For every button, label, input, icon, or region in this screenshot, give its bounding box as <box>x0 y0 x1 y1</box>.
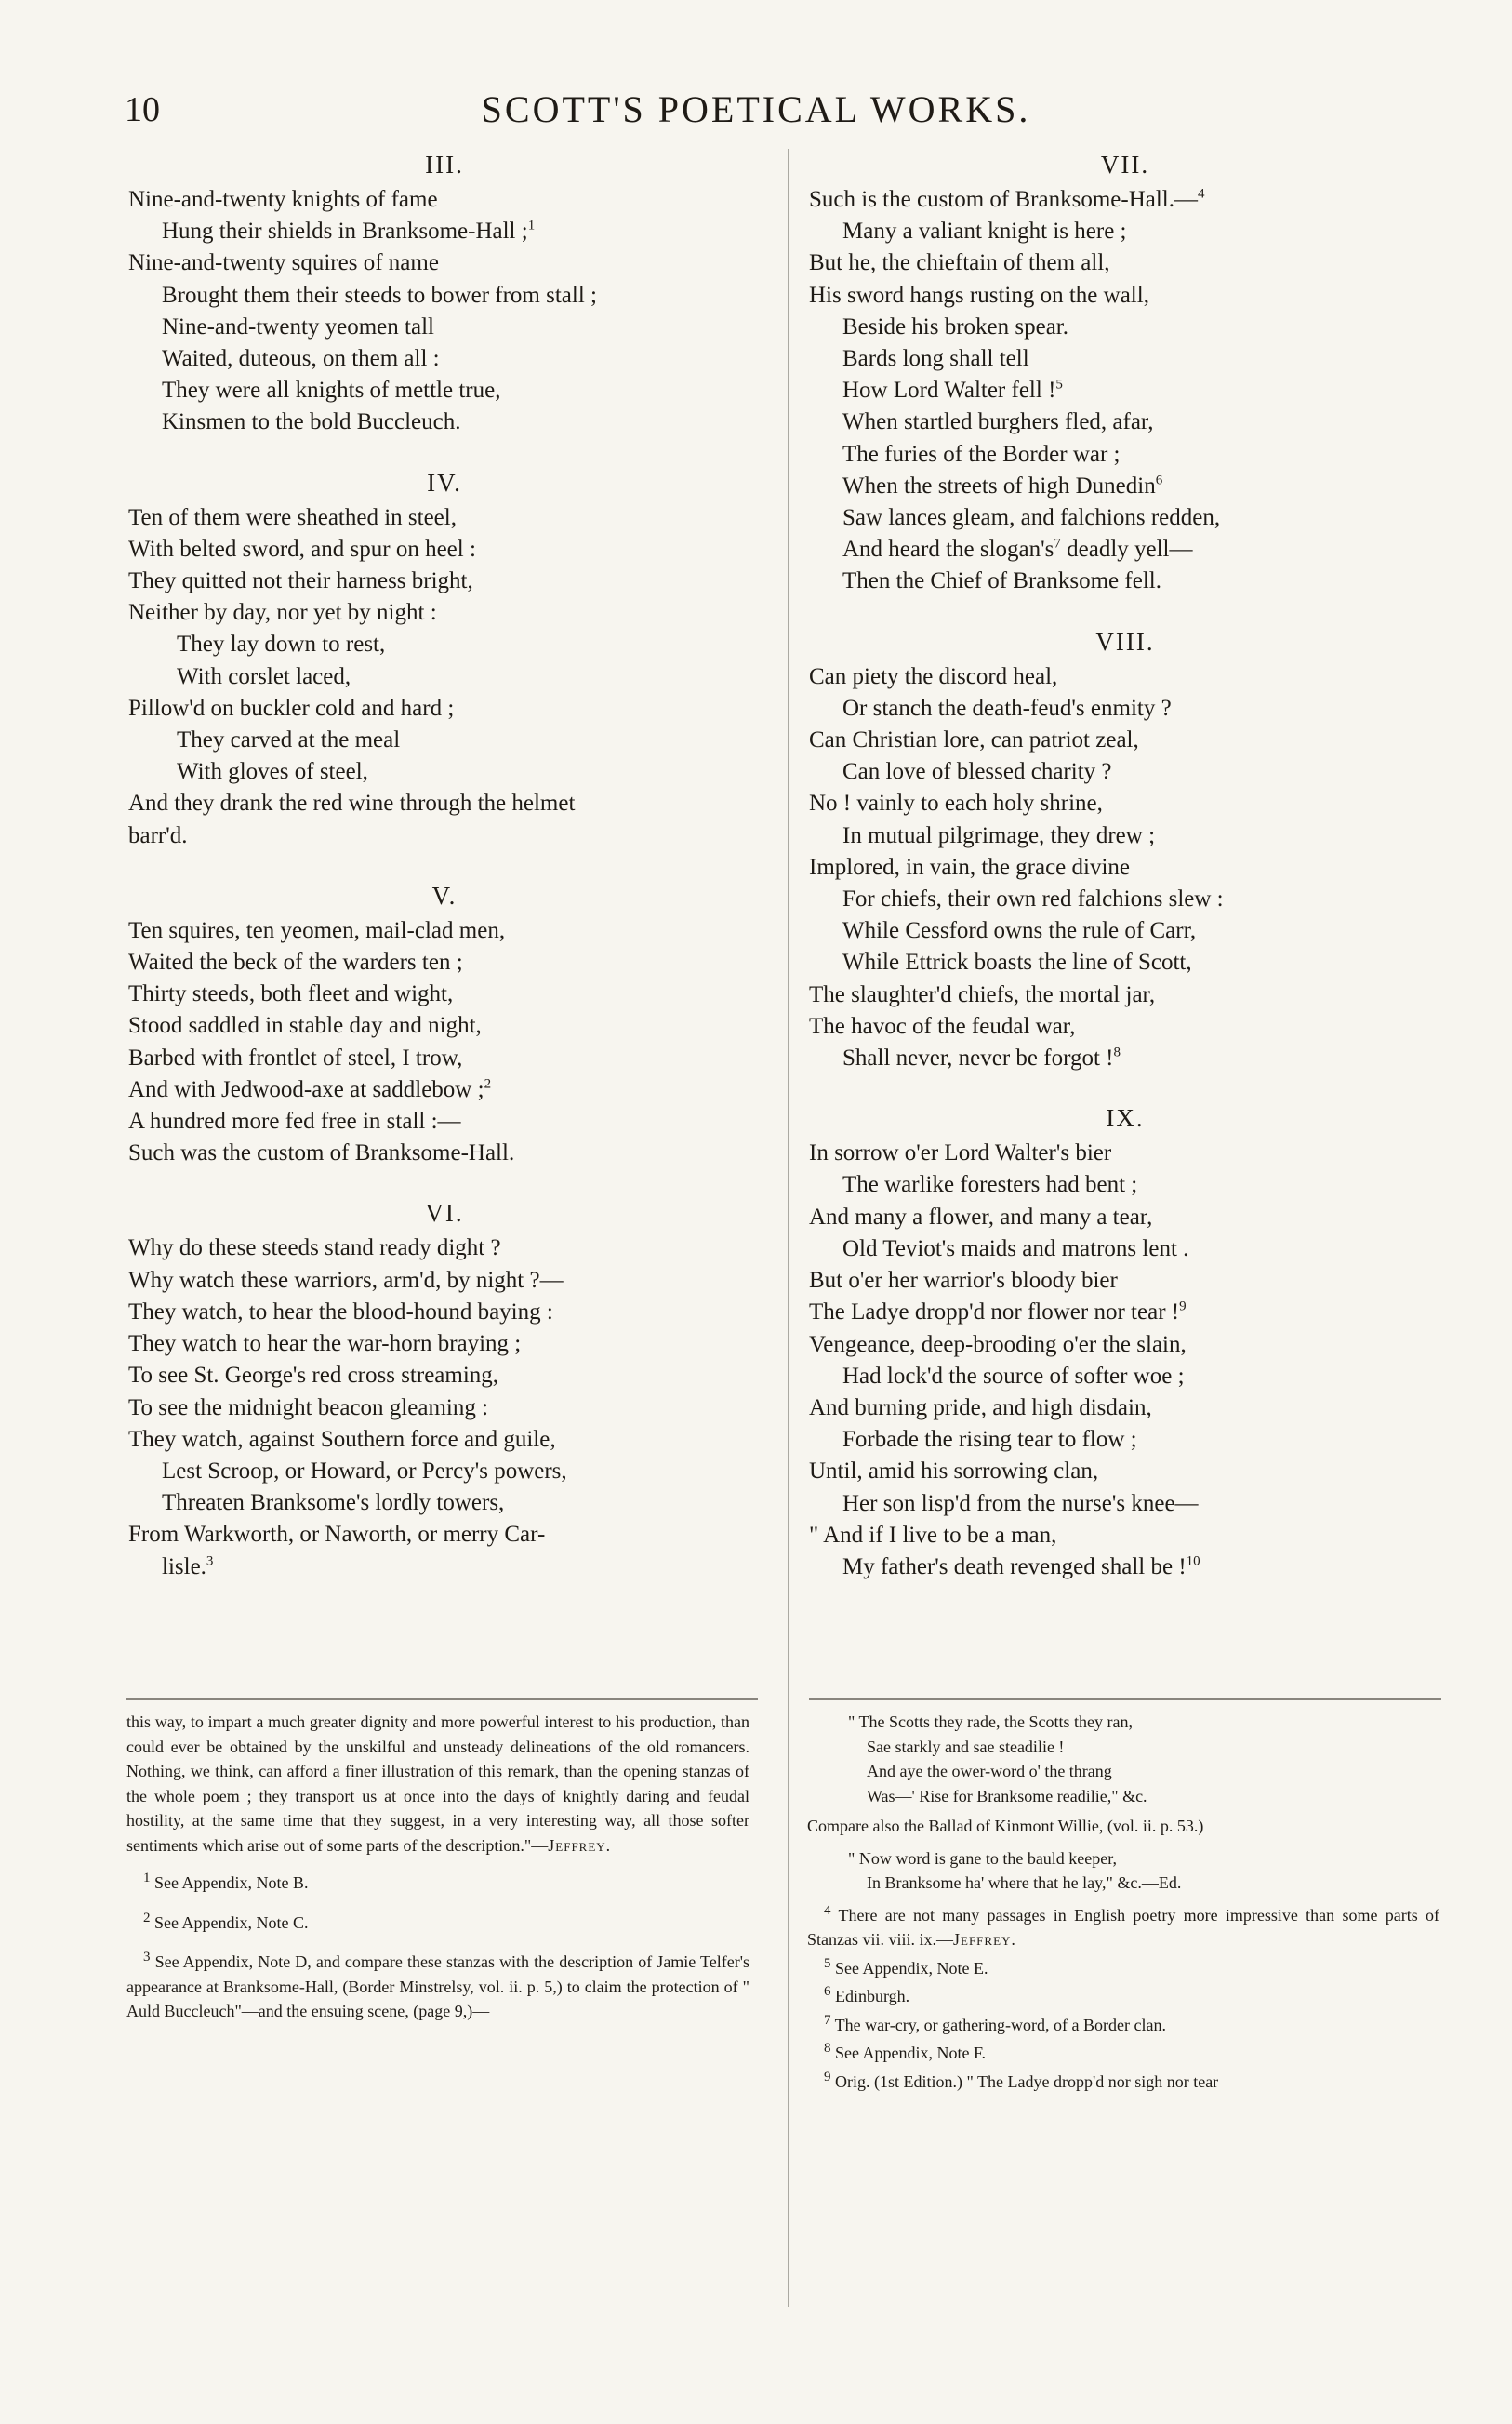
verse-line: Beside his broken spear. <box>842 313 1069 340</box>
quote-line: " The Scotts they rade, the Scotts they ran, <box>848 1712 1133 1731</box>
verse-line: Then the Chief of Branksome fell. <box>842 568 1161 594</box>
verse-line: Old Teviot's maids and matrons lent . <box>842 1235 1189 1261</box>
footnote-marker: 3 <box>206 1553 214 1569</box>
footnote-marker: 7 <box>1054 536 1061 552</box>
verse-line: The havoc of the feudal war, <box>809 1013 1076 1039</box>
verse-line: Implored, in vain, the grace divine <box>809 854 1131 880</box>
verse-line: Stood saddled in stable day and night, <box>128 1013 482 1039</box>
footnote-rule-right <box>809 1698 1441 1700</box>
verse-line: In sorrow o'er Lord Walter's bier <box>809 1140 1112 1166</box>
verse-line: Forbade the rising tear to flow ; <box>842 1427 1137 1453</box>
verse-line: And they drank the red wine through the helmet <box>128 791 576 817</box>
verse-line: When the streets of high Dunedin$^6$ <box>842 473 1163 499</box>
verse-line: And burning pride, and high disdain, <box>809 1394 1152 1420</box>
stanza-number: III. <box>425 151 464 179</box>
stanza <box>128 149 761 439</box>
verse-line: Why do these steeds stand ready dight ? <box>128 1235 501 1261</box>
verse-line: Nine-and-twenty yeomen tall <box>162 313 434 340</box>
verse-line: Brought them their steeds to bower from stall ; <box>162 282 597 308</box>
stanza <box>128 467 761 852</box>
verse-line: They watch, against Southern force and guile, <box>128 1426 556 1452</box>
footnote-compare: Compare also the Ballad of Kinmont Willie, (vol. ii. p. 53.) <box>807 1817 1204 1835</box>
verse-line: His sword hangs rusting on the wall, <box>809 282 1149 308</box>
verse-line: Waited, duteous, on them all : <box>162 346 440 372</box>
verse-line: Pillow'd on buckler cold and hard ; <box>128 695 455 721</box>
footnote: $^4$ There are not many passages in English poetry more impressive than some parts of Stanzas vii. viii. ix.—Jeffrey. <box>807 1902 1439 1949</box>
footnote-marker: 1 <box>527 218 536 233</box>
verse-line: Can love of blessed charity ? <box>842 759 1112 785</box>
verse-line: To see St. George's red cross streaming, <box>128 1363 499 1389</box>
footnote-number: 4 <box>824 1902 831 1918</box>
stanza-number: VIII. <box>1095 627 1155 656</box>
footnote-verse-quote <box>807 1710 1439 1808</box>
stanza-number: V. <box>431 881 458 910</box>
footnote-number: 1 <box>143 1871 151 1885</box>
verse-line: Hung their shields in Branksome-Hall ;$^1$ <box>162 218 536 245</box>
verse-line: The slaughter'd chiefs, the mortal jar, <box>809 981 1156 1007</box>
footnote-number: 5 <box>824 1955 831 1971</box>
footnote-number: 6 <box>824 1984 831 1999</box>
verse-line: Saw lances gleam, and falchions redden, <box>842 505 1221 531</box>
verse-line: The warlike foresters had bent ; <box>842 1172 1138 1198</box>
footnote-number: 9 <box>824 2069 831 2084</box>
footnote: $^7$ The war-cry, or gathering-word, of a Border clan. <box>824 2012 1166 2034</box>
verse-line: And with Jedwood-axe at saddlebow ;$^2$ <box>128 1076 492 1102</box>
verse-line: Can Christian lore, can patriot zeal, <box>809 727 1139 753</box>
verse-line: For chiefs, their own red falchions slew : <box>842 886 1224 912</box>
verse-line: lisle.$^3$ <box>162 1553 214 1579</box>
verse-line: But he, the chieftain of them all, <box>809 250 1110 276</box>
verse-line: While Cessford owns the rule of Carr, <box>842 918 1197 944</box>
verse-line: Neither by day, nor yet by night : <box>128 600 437 626</box>
verse-line: My father's death revenged shall be !$^{10}$ <box>842 1553 1200 1579</box>
verse-line: A hundred more fed free in stall :— <box>128 1109 461 1135</box>
verse-line: They lay down to rest, <box>177 632 386 658</box>
verse-line: Bards long shall tell <box>842 346 1029 372</box>
footnote-marker: 9 <box>1179 1299 1187 1314</box>
footnotes-right <box>807 1710 1439 2098</box>
verse-line: Kinsmen to the bold Buccleuch. <box>162 409 461 435</box>
verse-line: With corslet laced, <box>177 663 351 689</box>
footnote-marker: 2 <box>484 1076 492 1092</box>
footnote: $^1$ See Appendix, Note B. <box>143 1871 309 1892</box>
footnote-list-right <box>807 1903 1439 2095</box>
verse-line: Nine-and-twenty squires of name <box>128 250 439 276</box>
verse-line: They watch to hear the war-horn braying ; <box>128 1331 522 1357</box>
footnote-intro: this way, to impart a much greater dignity and more powerful interest to his production, than could ever be obtained by the unskilful and unsteady delineations of the old romancers. Nothing, we think, can afford a finer illustration of this remark, than the opening stanzas of the whole poem ; they transport us at once into the days of knightly daring and feudal hostility, at the same time that they suggest, in a very interesting way, all those softer sentiments which arise out of some parts of the description."—Jeffrey. <box>126 1712 749 1855</box>
verse-line: Threaten Branksome's lordly towers, <box>162 1490 505 1516</box>
verse-line: Until, amid his sorrowing clan, <box>809 1458 1099 1485</box>
stanza <box>128 880 761 1170</box>
verse-line: " And if I live to be a man, <box>809 1522 1057 1548</box>
quote-line: In Branksome ha' where that he lay," &c.—Ed. <box>867 1873 1182 1892</box>
verse-line: To see the midnight beacon gleaming : <box>128 1394 489 1420</box>
footnote-number: 7 <box>824 2012 831 2028</box>
stanza <box>809 1102 1441 1583</box>
verse-line: The furies of the Border war ; <box>842 441 1121 467</box>
verse-line: While Ettrick boasts the line of Scott, <box>842 950 1192 976</box>
quote-line: Sae starkly and sae steadilie ! <box>867 1737 1065 1756</box>
verse-line: Had lock'd the source of softer woe ; <box>842 1363 1185 1389</box>
verse-line: No ! vainly to each holy shrine, <box>809 791 1103 817</box>
verse-line: Lest Scroop, or Howard, or Percy's powers, <box>162 1458 567 1484</box>
verse-line: They were all knights of mettle true, <box>162 378 501 404</box>
verse-line: Many a valiant knight is here ; <box>842 219 1127 245</box>
column-divider <box>788 149 789 2307</box>
verse-line: In mutual pilgrimage, they drew ; <box>842 822 1156 848</box>
footnote: $^9$ Orig. (1st Edition.) " The Ladye dropp'd nor sigh nor tear <box>824 2069 1219 2091</box>
footnote-marker: 10 <box>1186 1553 1200 1569</box>
verse-line: Shall never, never be forgot !$^8$ <box>842 1045 1121 1072</box>
verse-line: But o'er her warrior's bloody bier <box>809 1268 1118 1294</box>
footnote: $^3$ See Appendix, Note D, and compare these stanzas with the description of Jamie Telfer's appearance at Branksome-Hall, (Border Minstrelsy, vol. ii. p. 5,) to claim the protection of " Auld Buccleuch"—and the ensuing scene, (page 9,)— <box>126 1950 749 2020</box>
verse-line: They watch, to hear the blood-hound baying : <box>128 1299 553 1325</box>
stanza <box>809 149 1441 598</box>
verse-line: When startled burghers fled, afar, <box>842 409 1154 435</box>
verse-line: How Lord Walter fell !$^5$ <box>842 377 1063 404</box>
footnote-marker: 6 <box>1155 473 1163 488</box>
verse-line: Vengeance, deep-brooding o'er the slain, <box>809 1331 1187 1357</box>
footnote: $^5$ See Appendix, Note E. <box>824 1955 988 1978</box>
verse-line: The Ladye dropp'd nor flower nor tear !$^9$ <box>809 1299 1187 1325</box>
verse-line: Thirty steeds, both fleet and wight, <box>128 981 454 1007</box>
verse-line: And many a flower, and many a tear, <box>809 1204 1153 1230</box>
footnote: $^6$ Edinburgh. <box>824 1984 910 2005</box>
quote-line: " Now word is gane to the bauld keeper, <box>848 1848 1118 1868</box>
verse-line: Or stanch the death-feud's enmity ? <box>842 695 1172 721</box>
left-poem-column <box>128 149 761 1611</box>
footnote-rule-left <box>126 1698 758 1700</box>
verse-line: Such is the custom of Branksome-Hall.—$^4$ <box>809 186 1205 212</box>
verse-line: Her son lisp'd from the nurse's knee— <box>842 1490 1199 1516</box>
verse-line: barr'd. <box>128 822 188 848</box>
footnotes-left <box>126 1710 749 2039</box>
verse-line: Barbed with frontlet of steel, I trow, <box>128 1045 463 1071</box>
footnote-list-left <box>126 1871 749 2024</box>
stanza <box>809 626 1441 1075</box>
verse-line: With gloves of steel, <box>177 759 368 785</box>
stanza-number: IX. <box>1106 1104 1145 1133</box>
verse-line: And heard the $slogan's^7$ deadly yell— <box>842 536 1193 563</box>
verse-line: From Warkworth, or Naworth, or merry Car- <box>128 1522 546 1548</box>
verse-line: Such was the custom of Branksome-Hall. <box>128 1140 515 1166</box>
footnote-attribution: Jeffrey. <box>953 1930 1016 1949</box>
verse-line: Waited the beck of the warders ten ; <box>128 950 463 976</box>
verse-line: Can piety the discord heal, <box>809 663 1058 689</box>
page-header <box>0 82 1512 138</box>
verse-line: Ten squires, ten yeomen, mail-clad men, <box>128 917 506 943</box>
quote-line: And aye the ower-word o' the thrang <box>867 1762 1112 1780</box>
footnote-marker: 8 <box>1113 1045 1121 1060</box>
stanza-number: VI. <box>425 1199 464 1228</box>
footnote-marker: 5 <box>1055 377 1063 393</box>
stanza <box>128 1197 761 1582</box>
footnote-number: 2 <box>143 1910 151 1925</box>
verse-line: With belted sword, and spur on heel : <box>128 536 476 562</box>
verse-line: They carved at the meal <box>177 727 401 753</box>
footnote-verse-quote-2 <box>807 1846 1439 1896</box>
page-number: 10 <box>125 90 160 129</box>
running-title: SCOTT'S POETICAL WORKS. <box>481 88 1031 130</box>
verse-line: They quitted not their harness bright, <box>128 568 473 594</box>
right-poem-column <box>809 149 1441 1611</box>
footnote: $^8$ See Appendix, Note F. <box>824 2041 987 2062</box>
stanza-number: VII. <box>1100 151 1150 179</box>
stanza-number: IV. <box>427 468 462 497</box>
footnote-number: 8 <box>824 2041 831 2056</box>
verse-line: Why watch these warriors, arm'd, by night ?— <box>128 1267 564 1293</box>
verse-line: Ten of them were sheathed in steel, <box>128 504 457 530</box>
footnote-number: 3 <box>143 1950 151 1965</box>
footnote-marker: 4 <box>1198 186 1205 202</box>
quote-line: Was—' Rise for Branksome readilie," &c. <box>867 1786 1147 1805</box>
verse-line: Nine-and-twenty knights of fame <box>128 187 438 212</box>
footnote: $^2$ See Appendix, Note C. <box>143 1910 309 1932</box>
